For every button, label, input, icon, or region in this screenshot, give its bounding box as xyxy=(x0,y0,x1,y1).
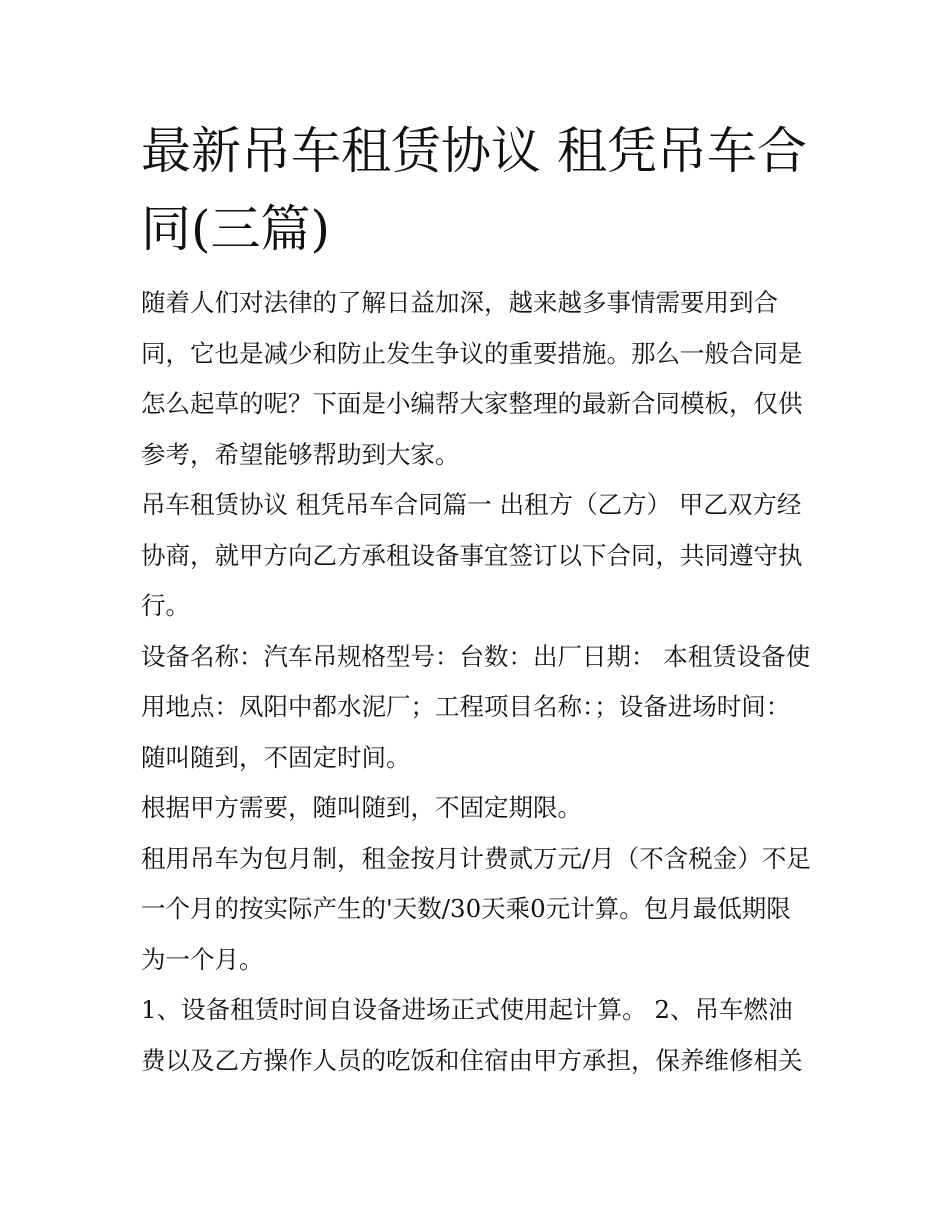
document-body xyxy=(141,112,813,1086)
document-title: 最新吊车租赁协议 租凭吊车合同(三篇) xyxy=(141,122,807,258)
paragraph-equipment-info: 设备名称：汽车吊规格型号：台数：出厂日期： 本租赁设备使用地点：凤阳中都水泥厂；工程项目名称：；设备进场时间：随叫随到，不固定时间。 xyxy=(141,641,811,772)
paragraph-clauses: 1、设备租赁时间自设备进场正式使用起计算。 2、吊车燃油费以及乙方操作人员的吃饭和住宿由甲方承担，保养维修相关 xyxy=(141,995,803,1075)
paragraph-contract-opening: 吊车租赁协议 租凭吊车合同篇一 出租方（乙方） 甲乙双方经协商，就甲方向乙方承租设备事宜签订以下合同，共同遵守执行。 xyxy=(141,490,803,620)
paragraph-intro: 随着人们对法律的了解日益加深，越来越多事情需要用到合同，它也是减少和防止发生争议的重要措施。那么一般合同是怎么起草的呢？下面是小编帮大家整理的最新合同模板，仅供参考，希望能够帮助到大家。 xyxy=(141,288,803,469)
paragraph-term: 根据甲方需要，随叫随到，不固定期限。 xyxy=(141,793,582,822)
paragraph-rent: 租用吊车为包月制，租金按月计费贰万元/月（不含税金）不足一个月的按实际产生的'天数/30天乘0元计算。包月最低期限为一个月。 xyxy=(141,843,811,974)
